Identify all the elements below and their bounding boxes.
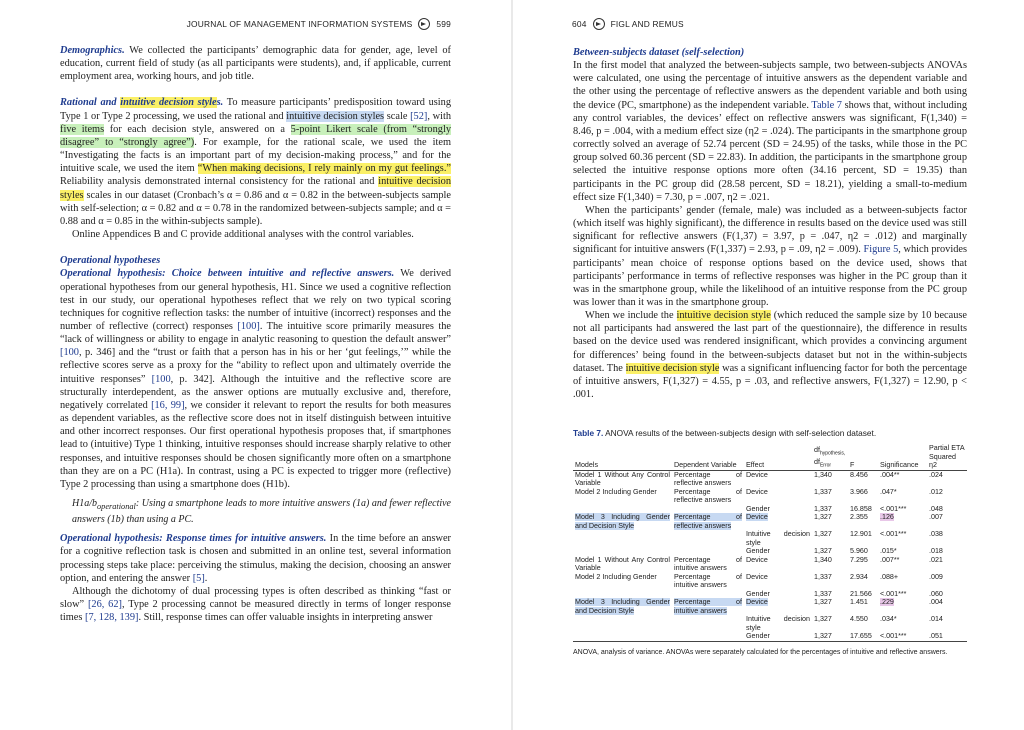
cell-f: 17.655 <box>850 632 872 641</box>
cell-dependent-variable: Percentage of intuitive answers <box>674 572 742 590</box>
response-times-heading: Operational hypothesis: Response times for intuitive answers. <box>60 533 327 545</box>
cell-model <box>573 632 672 641</box>
highlight-decision-styles: intuitive decision styles <box>286 110 385 122</box>
cell-significance: .126 <box>880 513 894 522</box>
cell-dependent-variable: Percentage of reflective answers <box>674 470 742 488</box>
cell-eta: .012 <box>929 487 943 496</box>
cell-df: 1,327 <box>814 615 832 624</box>
cell-eta: .038 <box>929 530 943 539</box>
cell-effect: Gender <box>746 504 770 513</box>
cell-model: Model 3 Including Gender and Decision Style <box>575 598 670 615</box>
highlight-intuitive-style: intuitive decision style <box>625 362 720 374</box>
cell-eta: .024 <box>929 470 943 479</box>
cell-eta: .060 <box>929 589 943 598</box>
cell-f: 5.960 <box>850 547 868 556</box>
anova-table <box>573 444 967 642</box>
cell-model <box>573 547 672 556</box>
highlight-five-items: five items <box>60 123 105 135</box>
ref-link[interactable]: [100] <box>237 320 260 332</box>
cell-model: Model 2 Including Gender <box>575 572 657 581</box>
cell-eta: .018 <box>929 547 943 556</box>
ref-link[interactable]: [26, 62] <box>87 598 122 610</box>
cell-dependent-variable: Percentage of intuitive answers <box>674 598 742 615</box>
highlight-intuitive-style: intuitive decision style <box>676 310 771 322</box>
journal-title: JOURNAL OF MANAGEMENT INFORMATION SYSTEMS <box>186 19 413 29</box>
table-row <box>573 547 967 556</box>
col-models: Models <box>575 461 599 470</box>
operational-hypothesis-paragraph: Operational hypothesis: Choice between intuitive and reflective answers. We derived operational hypotheses from our general hypothesis, H1. Since we used a cognitive reflection test in our study, our operational hypotheses reflect that we rely on two typical scoring techniques for cognitive reflection tasks: the number of intuitive (incorrect) responses and the number of reflective (correct) responses [100]. The intuitive score primarily measures the “lack of willingness or ability to engage in analytic reasoning to question the default answer” [100, p. 346] and the “trust or faith that a person has in his or her ‘gut feelings,’” while the reflective scores serve as a proxy for the “ability to reflect upon and ultimately override the intuitive responses” [100, p. 342]. Although the intuitive and the reflective score are structurally interdependent, as the answer options are mutually exclusive and, therefore, negatively correlated [16, 99], we consider it relevant to report the results for both measures as dependent variables, as the reflective score does not in itself distinguish between intuitive and other incorrect responses. Our first operational hypothesis proposes that, if smartphones lead to (intuitive) Type 1 thinking, intuitive responses should increase sharply relative to other responses, and intuitive responses should be chosen significantly more often on a smartphone than they are on a PC (H1a). In contrast, using a PC is expected to trigger more (reflective) Type 2 processing than using a smartphone does (H1b). <box>60 268 452 490</box>
cell-eta: .048 <box>929 504 943 513</box>
cell-f: 8.456 <box>850 470 868 479</box>
right-page-number: 604 <box>572 19 587 29</box>
authors-head: FIGL AND REMUS <box>610 19 684 29</box>
cell-df: 1,327 <box>814 598 832 607</box>
cell-effect: Gender <box>746 589 770 598</box>
cell-model: Model 1 Without Any Control Variable <box>575 470 670 488</box>
cell-df: 1,340 <box>814 470 832 479</box>
cell-significance: .047* <box>880 487 897 496</box>
table-row <box>573 488 967 505</box>
right-body-text <box>573 46 967 659</box>
cell-significance: .088+ <box>880 572 899 581</box>
cell-dependent-variable: Percentage of reflective answers <box>674 487 742 505</box>
cell-df: 1,327 <box>814 547 832 556</box>
cell-df: 1,327 <box>814 632 832 641</box>
cell-eta: .007 <box>929 513 943 522</box>
operational-hypotheses-heading: Operational hypotheses <box>60 255 161 267</box>
cell-f: 16.858 <box>850 504 872 513</box>
ref-link[interactable]: [52] <box>410 110 428 122</box>
cell-model <box>573 615 672 632</box>
left-page-number: 599 <box>436 19 451 29</box>
cell-model <box>573 590 672 599</box>
cell-effect: Device <box>746 470 768 479</box>
ref-link[interactable]: [16, 99] <box>151 399 185 411</box>
cell-dependent-variable: Percentage of intuitive answers <box>674 555 742 573</box>
anova-table-block <box>573 427 967 659</box>
hypothesis-statement: $H1a/b_{operational}$: Using a smartphone leads to more intuitive answers (1a) and fewer reflective answers (1b) than using a PC. <box>72 498 451 525</box>
cell-effect: Device <box>746 598 768 607</box>
table-caption: Table 7. ANOVA results of the between-subjects design with self-selection dataset. <box>573 428 877 439</box>
cell-f: 12.901 <box>850 530 872 539</box>
cell-significance: .004** <box>880 470 900 479</box>
cell-eta: .014 <box>929 615 943 624</box>
cell-significance: .015* <box>880 547 897 556</box>
table-row <box>573 505 967 514</box>
col-f: F <box>850 461 855 470</box>
table-ref-link[interactable]: Table 7 <box>811 99 842 111</box>
table-row <box>573 615 967 632</box>
cell-effect: Device <box>746 572 768 581</box>
table-row <box>573 470 967 488</box>
appendices-paragraph: Online Appendices B and C provide additional analyses with the control variables. <box>72 229 414 241</box>
cell-significance: <.001*** <box>880 504 907 513</box>
cell-dependent-variable <box>672 632 744 641</box>
col-effect: Effect <box>746 461 765 470</box>
cell-effect: Gender <box>746 632 770 641</box>
ref-link[interactable]: [7, 128, 139] <box>85 612 139 624</box>
decision-style-paragraph: When we include the intuitive decision style (which reduced the sample size by 10 because not all participants had answered the last part of the questionnaire), the difference in results based on the device used was rendered insignificant, which provides a convincing argument for differences’ being found in the between-subjects dataset but not in the within-subjects dataset. The intuitive decision style was a significant influencing factor for both the percentage of intuitive answers, F(1,327) = 4.55, p = .03, and reflective answers, F(1,327) = 12.90, p < .001. <box>573 310 968 401</box>
figure-ref-link[interactable]: Figure 5 <box>863 244 899 256</box>
table-row <box>573 556 967 573</box>
cell-dependent-variable <box>672 590 744 599</box>
cell-dependent-variable <box>672 547 744 556</box>
demographics-paragraph: Demographics. We collected the participants’ demographic data for gender, age, level of education, current field of study (as all participants were students), and, if applicable, current employment area, working hours, and job title. <box>60 45 451 83</box>
cell-effect: Device <box>746 555 768 564</box>
cell-eta: .009 <box>929 572 943 581</box>
gender-paragraph: When the participants’ gender (female, male) was included as a between-subjects factor (which itself was highly significant), the difference in results based on the device used was still significant for reflective answers (F(1,37) = 3.97, p = .047, η2 = .012) and marginally significant for intuitive answers (F(1,337) = 2.93, p = .09, η2 = .009). Figure 5, which provides participants’ mean choice of response options based on the device used, shows that participants’ performance in terms of reflective responses was higher in the PC group than it was in the smartphone group, while the likelihood of an intuitive response from the PC group was lower than it was in the smartphone group. <box>573 204 967 308</box>
table-row <box>573 632 967 641</box>
left-body-text <box>60 44 451 624</box>
cell-significance: <.001*** <box>880 589 907 598</box>
cell-df: 1,327 <box>814 530 832 539</box>
col-df: $df_{hypothesis,}$ $df_{Error}$ <box>814 446 846 469</box>
cell-model: Model 2 Including Gender <box>575 487 657 496</box>
right-running-head <box>572 18 684 30</box>
cell-f: 2.355 <box>850 513 868 522</box>
cell-effect: Intuitive decision style <box>746 615 810 632</box>
left-running-head <box>187 18 451 30</box>
decision-styles-paragraph: Rational and intuitive decision styles. To measure participants’ predisposition toward using Type 1 or Type 2 processing, we used the rational and intuitive decision styles scale [52], with five items for each decision style, answered on a 5-point Likert scale (from “strongly disagree” to “strongly agree”). For example, for the rational scale, we used the item “Investigating the facts is an important part of my decision-making process,” and for the intuitive scale, we used the item “When making decisions, I rely mainly on my gut feelings.” Reliability analysis demonstrated internal consistency for the rational and intuitive decision styles scales in our dataset (Cronbach’s α = 0.86 and α = 0.82 in the between-subjects sample with self-selection; α = 0.82 and α = 0.78 in the randomized between-subjects sample; and α = 0.88 and α = 0.85 in the within-subjects sample). <box>60 97 452 227</box>
cell-f: 3.966 <box>850 487 868 496</box>
cell-eta: .051 <box>929 632 943 641</box>
cell-dependent-variable <box>672 530 744 547</box>
col-significance: Significance <box>880 461 919 470</box>
ref-link[interactable]: [100 <box>60 347 79 359</box>
highlight-intuitive-styles: intuitive decision styles <box>60 176 451 201</box>
highlight-likert: 5-point Likert scale (from “strongly disagree” to “strongly agree”) <box>60 123 451 148</box>
ref-link[interactable]: [100 <box>151 373 171 385</box>
between-subjects-heading: Between-subjects dataset (self-selection) <box>573 47 745 58</box>
cell-df: 1,340 <box>814 555 832 564</box>
demographics-heading: Demographics. <box>60 45 125 56</box>
table-body <box>573 470 967 641</box>
cell-significance: <.001*** <box>880 530 907 539</box>
col-eta: Partial ETA Squared η2 <box>929 444 965 470</box>
cell-dependent-variable <box>672 615 744 632</box>
cell-df: 1,337 <box>814 589 832 598</box>
between-subjects-paragraph: In the first model that analyzed the between-subjects sample, two between-subjects ANOVAs were calculated, one using the percentage of intuitive answers as the dependent variable and the other using the percentage of reflective answers as the dependent variable and both using the device (PC, smartphone) as the independent variable. Table 7 shows that, without including any control variables, the devices’ effect on reflective answers was significant, F(1,340) = 8.46, p = .004, with a medium effect size (η2 = .024). The participants in the smartphone group correctly solved an average of 52.74 percent (SD = 24.95) of the tasks, while those in the PC group solved 60.36 percent (SD = 22.83). In addition, the participants in the smartphone group selected the intuitive response options more often (34.16 percent, SD = 19.35) than participants in the PC group did (28.58 percent, SD = 18.21), yielding a small-to-medium effect size F(1,340) = 7.30, p = .007, η2 = .021. <box>573 60 967 203</box>
cell-model: Model 1 Without Any Control Variable <box>575 555 670 573</box>
cell-f: 7.295 <box>850 555 868 564</box>
response-times-paragraph: Operational hypothesis: Response times for intuitive answers. In the time before an answer for a cognitive reflection task is chosen and submitted in an online test, several information processing steps take place: perceiving the stimulus, making the decision, choosing an answer option, and entering the answer [5]. <box>60 533 451 584</box>
cell-effect: Device <box>746 487 768 496</box>
left-page <box>0 0 511 730</box>
cell-significance: .229 <box>880 598 894 607</box>
cell-model <box>573 530 672 547</box>
cell-effect: Gender <box>746 547 770 556</box>
choice-heading: Operational hypothesis: Choice between intuitive and reflective answers. <box>60 268 395 280</box>
dual-processing-paragraph: Although the dichotomy of dual processing types is often described as thinking “fast or slow” [26, 62], Type 2 processing cannot be measured directly in terms of longer response times [7, 128, 139]. Still, response times can offer valuable insights in interpreting answer <box>60 585 451 624</box>
journal-logo-icon <box>593 18 605 30</box>
highlight-gut-feelings: “When making decisions, I rely mainly on my gut feelings.” <box>197 163 451 175</box>
cell-df: 1,337 <box>814 487 832 496</box>
cell-effect: Device <box>746 513 768 522</box>
right-page <box>513 0 1024 730</box>
col-dependent-variable: Dependent Variable <box>674 461 737 470</box>
table-row <box>573 513 967 530</box>
table-header-row <box>573 444 967 470</box>
cell-effect: Intuitive decision style <box>746 530 810 547</box>
cell-model <box>573 505 672 514</box>
cell-f: 1.451 <box>850 598 868 607</box>
cell-eta: .021 <box>929 555 943 564</box>
cell-eta: .004 <box>929 598 943 607</box>
cell-df: 1,337 <box>814 504 832 513</box>
cell-f: 21.566 <box>850 589 872 598</box>
cell-significance: .034* <box>880 615 897 624</box>
cell-dependent-variable <box>672 505 744 514</box>
table-row <box>573 590 967 599</box>
cell-f: 4.550 <box>850 615 868 624</box>
table-row <box>573 530 967 547</box>
cell-df: 1,327 <box>814 513 832 522</box>
decision-styles-heading: Rational and intuitive decision styles. <box>60 97 224 109</box>
table-note: ANOVA, analysis of variance. ANOVAs were separately calculated for the percentages of intuitive and reflective answers. <box>573 648 948 656</box>
cell-significance: .007** <box>880 555 900 564</box>
journal-logo-icon <box>418 18 430 30</box>
cell-significance: <.001*** <box>880 632 907 641</box>
cell-f: 2.934 <box>850 572 868 581</box>
cell-df: 1,337 <box>814 572 832 581</box>
cell-dependent-variable: Percentage of reflective answers <box>674 513 742 530</box>
table-row <box>573 598 967 615</box>
table-row <box>573 573 967 590</box>
cell-model: Model 3 Including Gender and Decision Style <box>575 513 670 530</box>
ref-link[interactable]: [5] <box>192 572 205 584</box>
